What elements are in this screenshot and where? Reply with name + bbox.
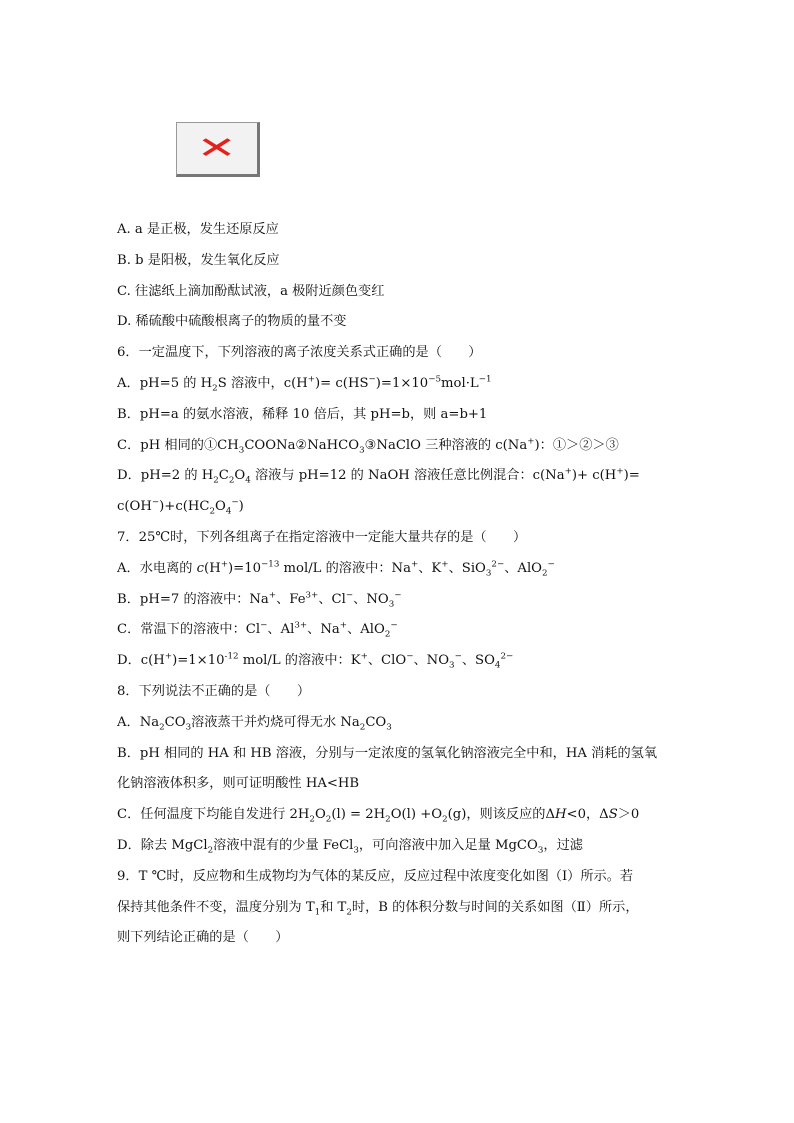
q8-option-d: D．除去 MgCl$_2$溶液中混有的少量 FeCl$_3$，可向溶液中加入足量 MgCO$_3$，过滤 [117,837,583,856]
q9-stem-line2: 保持其他条件不变，温度分别为 $T_1$和 $T_2$时，B 的体积分数与时间的关系如图（Ⅱ）所示， [117,899,639,918]
q6-option-b: B．pH=a 的氨水溶液，稀释 10 倍后，其 pH=b，则 a=b+1 [117,406,488,422]
q7-option-a: A．水电离的 $c(H^+)=10^{-13}$ mol/L 的溶液中：Na+、K+、SiO$_3^{2-}$、AlO$_2$− [117,559,555,579]
q6-option-d-cont: $c(OH^-)+c(HC_2O_4^-)$ [117,497,244,517]
q6-option-c: C．pH 相同的$①CH_3COONa②NaHCO_3③NaClO$ 三种溶液的 c(Na+)：①＞②＞③ [117,436,619,456]
document-body [117,220,677,959]
broken-image-icon: ✕ [196,130,238,166]
q9-stem-line1: 9．T ℃时，反应物和生成物均为气体的某反应，反应过程中浓度变化如图（Ⅰ）所示。若 [117,868,634,884]
q6-option-d: D．pH=2 的 $H_2C_2O_4$ 溶液与 pH=12 的 NaOH 溶液任意比例混合：c(Na+)+ c(H+)= [117,466,640,487]
q8-option-b: B．pH 相同的 HA 和 HB 溶液，分别与一定浓度的氢氧化钠溶液完全中和，HA 消耗的氢氧 [117,745,658,761]
q6-stem: 6．一定温度下，下列溶液的离子浓度关系式正确的是（ ） [117,345,482,361]
q5-option-c: C. 往滤纸上滴加酚酞试液，a 极附近颜色变红 [117,283,385,299]
q8-option-b-cont: 化钠溶液体积多，则可证明酸性 HA<HB [117,776,360,792]
q8-option-c: C．任何温度下均能自发进行 $2H_2O_2(l) = 2H_2O(l) +O_2(g)$，则该反应的ΔH<0，ΔS＞0 [117,807,640,825]
q6-option-a: A．pH=5 的 $H_2S$ 溶液中，$c(H^+)= c(HS^-)=1\times 10^{-5}mol\cdot L^{-1}$ [117,374,492,394]
q7-option-b: B．pH=7 的溶液中：Na+、$Fe^{3+}$、Cl−、$NO_3^-$ [117,590,402,610]
q7-option-d: D．$c(H^+)=1\times 10^{-12}$ mol/L 的溶液中：K+、ClO−、$NO_3^-$、$SO_4^{2-}$ [117,651,514,671]
q8-option-a: A．$Na_2CO_3$溶液蒸干并灼烧可得无水 $Na_2CO_3$ [117,714,392,733]
broken-image-placeholder [176,122,260,177]
q7-option-c: C．常温下的溶液中：Cl−、$Al^{3+}$、Na+、AlO$_2$− [117,620,398,640]
q7-stem: 7．25℃时，下列各组离子在指定溶液中一定能大量共存的是（ ） [117,529,527,545]
q5-option-a: A. a 是正极，发生还原反应 [117,222,279,237]
q5-option-b: B. b 是阳极，发生氧化反应 [117,252,280,268]
q9-stem-line3: 则下列结论正确的是（ ） [117,930,289,946]
q5-option-d: D. 稀硫酸中硫酸根离子的物质的量不变 [117,314,347,330]
q8-stem: 8．下列说法不正确的是（ ） [117,683,311,699]
